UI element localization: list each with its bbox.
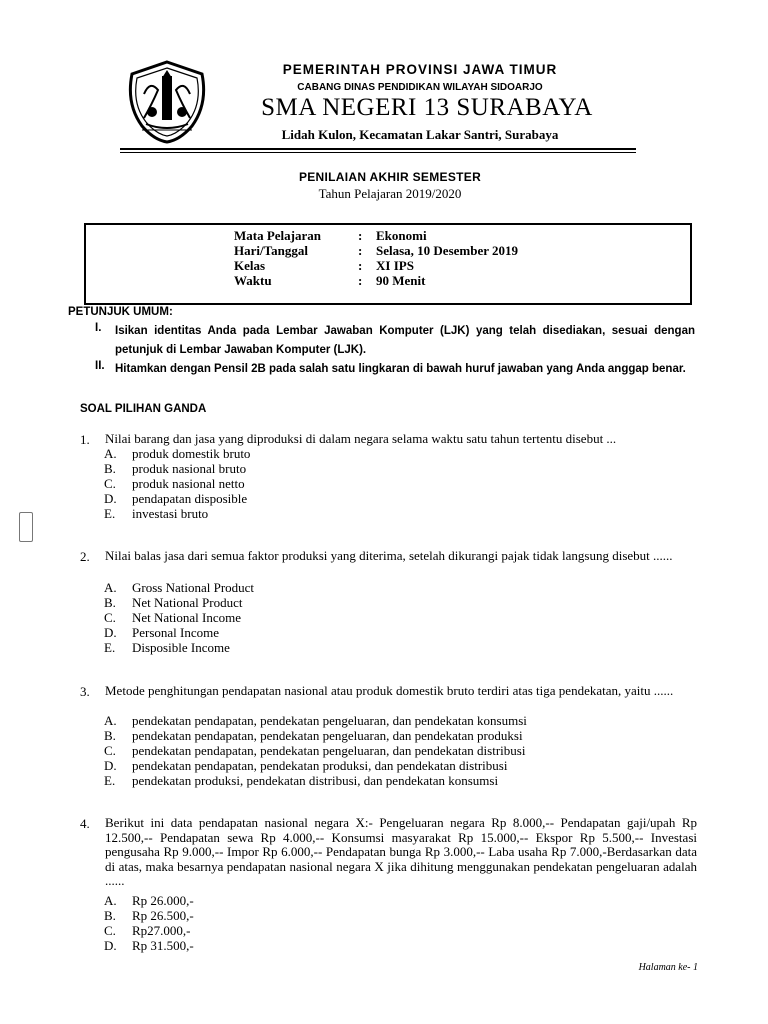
instruction-number: II. (95, 360, 105, 372)
option-text: pendapatan disposible (132, 491, 248, 506)
exam-title: PENILAIAN AKHIR SEMESTER (298, 170, 482, 184)
option-letter: B. (104, 728, 116, 743)
option-text: Disposible Income (132, 640, 230, 655)
info-colon: : (358, 258, 363, 273)
option-letter: B. (104, 461, 116, 476)
option-text: pendekatan pendapatan, pendekatan pengeluaran, dan pendekatan distribusi (132, 743, 526, 758)
option-text: Gross National Product (132, 580, 255, 595)
header-divider-thin (120, 152, 636, 153)
option-letter: B. (104, 595, 116, 610)
question-text: Metode penghitungan pendapatan nasional atau produk domestik bruto terdiri atas tiga pendekatan, yaitu ...... (105, 683, 674, 698)
option-text: pendekatan produksi, pendekatan distribusi, dan pendekatan konsumsi (132, 773, 499, 788)
option-text: Rp 31.500,- (132, 938, 194, 953)
header-government: PEMERINTAH PROVINSI JAWA TIMUR (282, 62, 558, 77)
option-text: Personal Income (132, 625, 220, 640)
page-number: Halaman ke- 1 (638, 962, 698, 973)
option-text: produk nasional bruto (132, 461, 247, 476)
option-text: pendekatan pendapatan, pendekatan pengeluaran, dan pendekatan konsumsi (132, 713, 527, 728)
info-value: XI IPS (376, 258, 414, 273)
instruction-number: I. (95, 322, 102, 334)
option-text: Net National Income (132, 610, 242, 625)
info-label: Waktu (234, 273, 272, 288)
info-colon: : (358, 273, 363, 288)
info-value: Ekonomi (376, 228, 427, 243)
option-text: produk domestik bruto (132, 446, 251, 461)
option-letter: C. (104, 743, 116, 758)
school-address: Lidah Kulon, Kecamatan Lakar Santri, Surabaya (281, 127, 559, 142)
option-letter: A. (104, 893, 117, 908)
info-label: Mata Pelajaran (234, 228, 322, 243)
option-letter: C. (104, 610, 116, 625)
exam-info-box (84, 223, 692, 305)
question-number: 4. (80, 816, 90, 831)
school-name: SMA NEGERI 13 SURABAYA (261, 94, 593, 121)
header-divider (120, 148, 636, 150)
info-colon: : (358, 228, 363, 243)
option-letter: A. (104, 713, 117, 728)
question-number: 3. (80, 684, 90, 699)
option-text: investasi bruto (132, 506, 209, 521)
question-number: 1. (80, 432, 90, 447)
option-letter: C. (104, 476, 116, 491)
option-letter: C. (104, 923, 116, 938)
instruction-text: Hitamkan dengan Pensil 2B pada salah satu lingkaran di bawah huruf jawaban yang Anda anggap benar. (115, 363, 686, 375)
option-text: pendekatan pendapatan, pendekatan pengeluaran, dan pendekatan produksi (132, 728, 523, 743)
question-text: Berikut ini data pendapatan nasional negara X:- Pengeluaran negara Rp 8.000,-- Pendapatan gaji/upah Rp 12.500,-- Pendapatan sewa Rp 4.000,-- Konsumsi masyarakat Rp 15.000,-- Ekspor Rp 5.500,-- Investasi pengusaha Rp 9.000,-- Impor Rp 6.000,-- Pendapatan bunga Rp 3.000,-- Laba usaha Rp 7.000,-Berdasarkan data di atas, maka besarnya pendapatan nasional negara X jika dihitung menggunakan pendekatan pengeluaran adalah ...... (105, 815, 697, 889)
option-letter: D. (104, 491, 117, 506)
option-letter: D. (104, 625, 117, 640)
info-label: Hari/Tanggal (234, 243, 308, 258)
question-text: Nilai balas jasa dari semua faktor produksi yang diterima, setelah dikurangi pajak tidak langsung disebut ...... (105, 548, 673, 563)
instruction-text: Isikan identitas Anda pada Lembar Jawaban Komputer (LJK) yang telah disediakan, sesuai dengan petunjuk di Lembar Jawaban Komputer (LJK). (115, 325, 695, 356)
question-text: Nilai barang dan jasa yang diproduksi di dalam negara selama waktu satu tahun tertentu disebut ... (105, 431, 617, 446)
question-number: 2. (80, 549, 90, 564)
option-text: Net National Product (132, 595, 243, 610)
instructions-heading: PETUNJUK UMUM: (68, 306, 173, 318)
jawa-timur-crest-icon (122, 60, 212, 144)
option-text: Rp27.000,- (132, 923, 191, 938)
info-label: Kelas (234, 258, 266, 273)
option-text: pendekatan pendapatan, pendekatan produksi, dan pendekatan distribusi (132, 758, 508, 773)
info-value: 90 Menit (376, 273, 426, 288)
option-letter: E. (104, 506, 116, 521)
option-letter: B. (104, 908, 116, 923)
option-letter: A. (104, 580, 117, 595)
option-text: Rp 26.500,- (132, 908, 194, 923)
option-letter: A. (104, 446, 117, 461)
exam-year: Tahun Pelajaran 2019/2020 (318, 186, 462, 201)
option-letter: D. (104, 758, 117, 773)
info-colon: : (358, 243, 363, 258)
option-text: produk nasional netto (132, 476, 245, 491)
side-stamp-icon (19, 512, 33, 542)
option-letter: E. (104, 640, 116, 655)
option-text: Rp 26.000,- (132, 893, 194, 908)
option-letter: D. (104, 938, 117, 953)
info-value: Selasa, 10 Desember 2019 (376, 243, 519, 258)
option-letter: E. (104, 773, 116, 788)
header-agency: CABANG DINAS PENDIDIKAN WILAYAH SIDOARJO (297, 82, 543, 93)
section-title: SOAL PILIHAN GANDA (80, 403, 207, 415)
